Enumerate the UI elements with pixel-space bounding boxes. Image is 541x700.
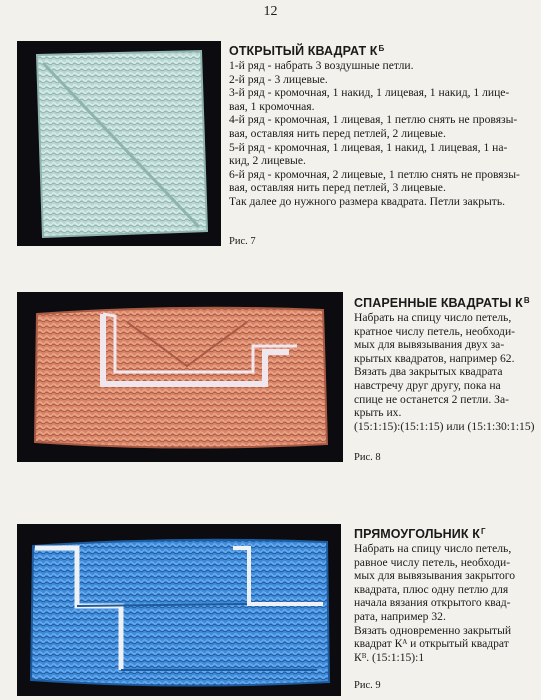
- instructions-rectangle: [354, 542, 515, 664]
- photo-paired-squares: [17, 292, 343, 462]
- instruction-line: Вязать одновременно закрытый: [354, 623, 512, 637]
- instruction-line: 2-й ряд - 3 лицевые.: [229, 72, 328, 86]
- knitted-rectangle: [31, 540, 329, 686]
- instruction-line: начала вязания открытого квад-: [354, 596, 511, 610]
- instruction-line: 3-й ряд - кромочная, 1 накид, 1 лицевая, 1 накид, 1 лице-: [229, 86, 510, 100]
- caption-fig-8: Рис. 8: [354, 452, 381, 463]
- instruction-line: навстречу друг другу, пока на: [354, 378, 501, 392]
- instruction-line: Кᴮ. (15:1:15):1: [354, 650, 425, 664]
- section-title-paired-squares: СПАРЕННЫЕ КВАДРАТЫ $К^В$: [354, 296, 530, 310]
- instruction-line: Набрать на спицу число петель,: [354, 542, 512, 555]
- photo-open-square: [17, 41, 221, 246]
- instruction-line: Набрать на спицу число петель,: [354, 311, 512, 324]
- knitted-open-square: [37, 51, 207, 237]
- instruction-line: мых для вывязывания двух за-: [354, 338, 505, 352]
- section-title-rectangle: ПРЯМОУГОЛЬНИК $К^Г$: [354, 527, 486, 541]
- caption-fig-9: Рис. 9: [354, 680, 381, 691]
- instruction-line: спице не останется 2 петли. За-: [354, 392, 509, 406]
- instruction-line: вая, оставляя нить перед петлей, 3 лицевые.: [229, 181, 446, 195]
- instruction-line: вая, оставляя нить перед петлей, 2 лицевые.: [229, 126, 446, 140]
- instruction-line: Вязать два закрытых квадрата: [354, 365, 503, 379]
- instruction-line: кид, 2 лицевые.: [229, 154, 306, 168]
- instruction-line: Так далее до нужного размера квадрата. Петли закрыть.: [229, 194, 506, 208]
- knitted-paired-squares: [35, 308, 327, 448]
- page-number: 12: [263, 4, 278, 19]
- instruction-line: мых для вывязывания закрытого: [354, 569, 516, 583]
- instruction-line: (15:1:15):(15:1:15) или (15:1:30:1:15): [354, 419, 535, 433]
- instruction-line: равное числу петель, необходи-: [354, 555, 511, 569]
- instructions-paired-squares: [354, 311, 535, 433]
- section-title-open-square: ОТКРЫТЫЙ КВАДРАТ $К^Б$: [229, 44, 385, 58]
- instruction-line: 4-й ряд - кромочная, 1 лицевая, 1 петлю снять не провязы-: [229, 113, 518, 127]
- instruction-line: крыть их.: [354, 406, 402, 420]
- instruction-line: 6-й ряд - кромочная, 2 лицевые, 1 петлю снять не провязы-: [229, 167, 520, 181]
- instruction-line: кратное числу петель, необходи-: [354, 324, 516, 338]
- photo-rectangle: [17, 524, 341, 696]
- instruction-line: рата, например 32.: [354, 609, 446, 623]
- instruction-line: квадрат Кᴬ и открытый квадрат: [354, 637, 509, 651]
- caption-fig-7: Рис. 7: [229, 236, 256, 247]
- instruction-line: вая, 1 кромочная.: [229, 99, 315, 113]
- instruction-line: квадрата, плюс одну петлю для: [354, 582, 509, 596]
- instructions-open-square: [229, 59, 520, 209]
- instruction-line: 5-й ряд - кромочная, 1 лицевая, 1 накид, 1 лицевая, 1 на-: [229, 140, 508, 154]
- instruction-line: крытых квадратов, например 62.: [354, 351, 515, 365]
- instruction-line: 1-й ряд - набрать 3 воздушные петли.: [229, 59, 414, 72]
